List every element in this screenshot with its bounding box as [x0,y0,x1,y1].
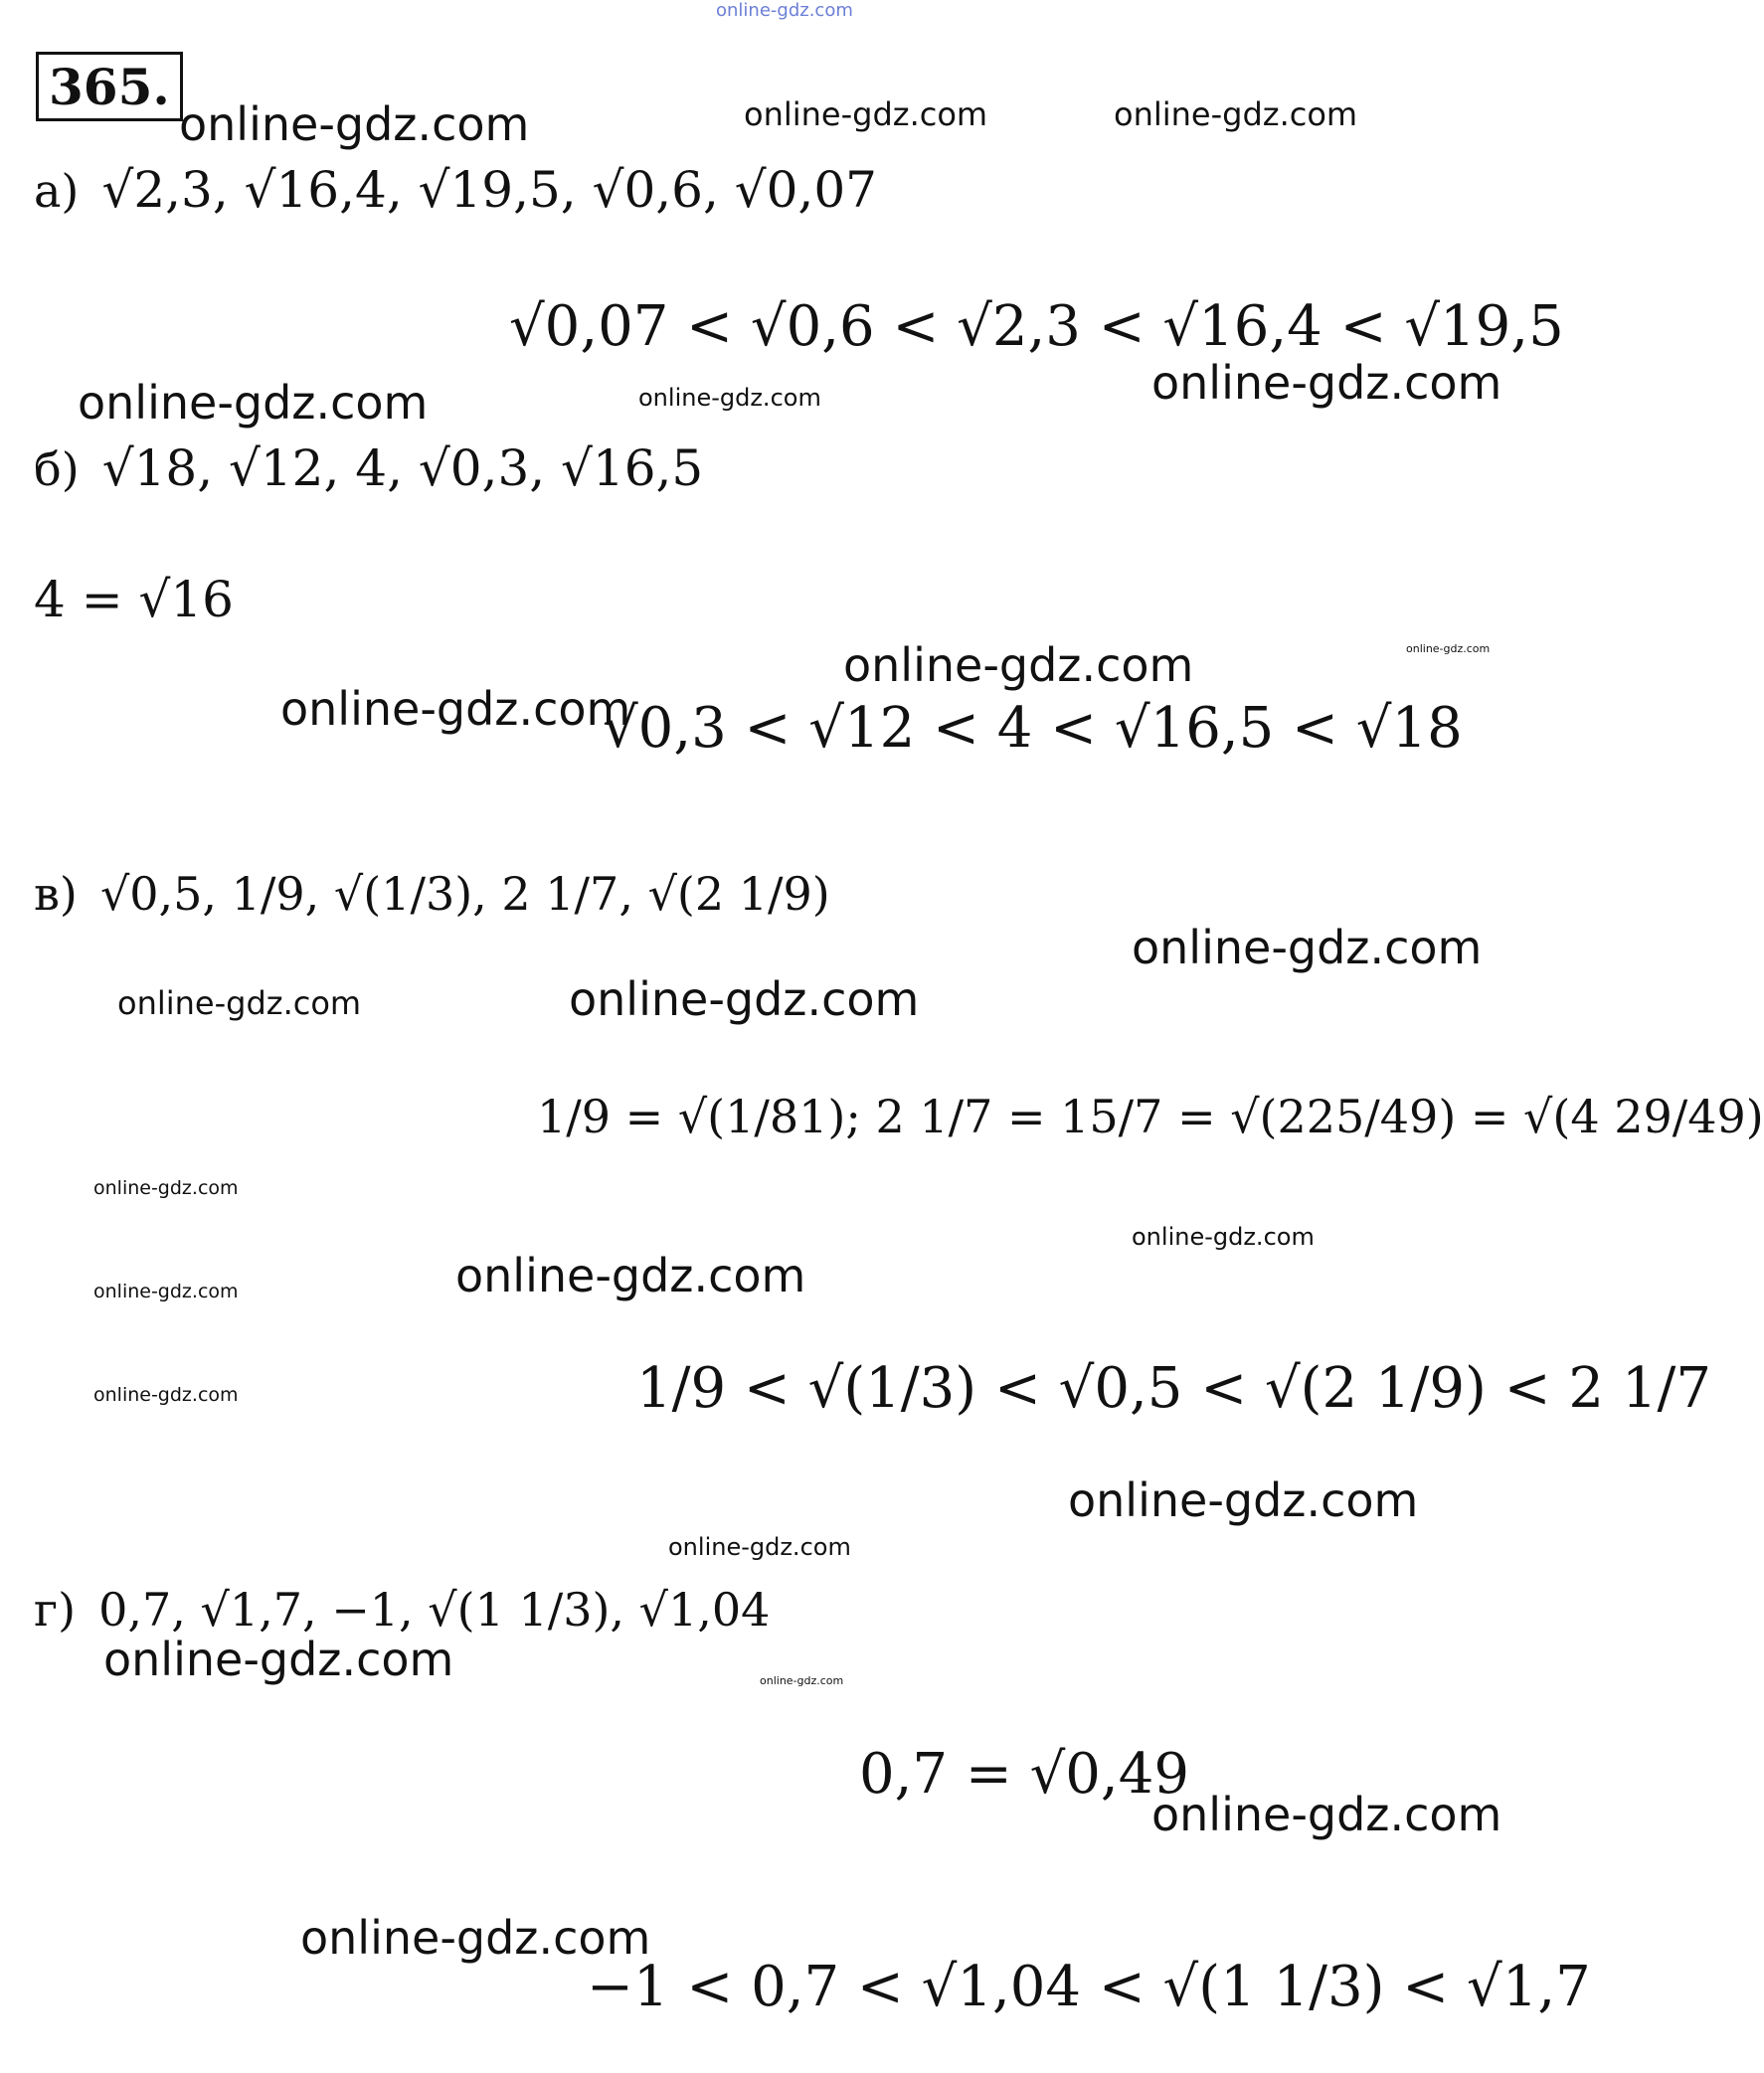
part-a-answer: √0,07 < √0,6 < √2,3 < √16,4 < √19,5 [509,294,1564,359]
watermark: online-gdz.com [1132,1223,1315,1251]
watermark: online-gdz.com [638,384,821,412]
part-v-label: в) [34,867,78,921]
watermark: online-gdz.com [300,1911,651,1965]
part-a-given: √2,3, √16,4, √19,5, √0,6, √0,07 [101,161,877,219]
part-b-answer: √0,3 < √12 < 4 < √16,5 < √18 [603,696,1463,761]
part-g-label: г) [34,1583,77,1637]
watermark-top: online-gdz.com [716,0,853,21]
watermark: online-gdz.com [1406,642,1491,655]
part-b-label: б) [34,442,80,496]
part-b-step: 4 = √16 [34,571,234,628]
watermark: online-gdz.com [93,1177,239,1199]
part-a-label: а) [34,164,80,218]
watermark: online-gdz.com [93,1281,239,1302]
watermark: online-gdz.com [843,638,1194,692]
part-b-given-line [34,439,703,497]
part-g-given-line [34,1583,770,1637]
part-a-given-line [34,161,877,219]
part-g-given: 0,7, √1,7, −1, √(1 1/3), √1,04 [98,1583,771,1637]
watermark: online-gdz.com [1151,1788,1502,1841]
part-g-answer: −1 < 0,7 < √1,04 < √(1 1/3) < √1,7 [587,1955,1591,2019]
watermark: online-gdz.com [103,1633,454,1686]
part-v-step: 1/9 = √(1/81); 2 1/7 = 15/7 = √(225/49) = √(4 29/49) [537,1090,1764,1143]
part-v-given-line [34,867,830,921]
problem-number: 365. [36,52,183,121]
watermark: online-gdz.com [117,984,362,1022]
watermark: online-gdz.com [744,95,988,133]
part-v-given: √0,5, 1/9, √(1/3), 2 1/7, √(2 1/9) [99,867,830,921]
watermark: online-gdz.com [280,682,631,736]
watermark: online-gdz.com [455,1249,806,1302]
watermark: online-gdz.com [1114,95,1358,133]
watermark: online-gdz.com [668,1533,851,1561]
part-v-answer: 1/9 < √(1/3) < √0,5 < √(2 1/9) < 2 1/7 [636,1356,1711,1421]
watermark: online-gdz.com [760,1674,844,1687]
watermark: online-gdz.com [1151,356,1502,410]
watermark: online-gdz.com [93,1384,239,1406]
watermark: online-gdz.com [1068,1473,1419,1527]
watermark: online-gdz.com [1132,921,1483,974]
watermark: online-gdz.com [78,376,429,430]
part-g-step: 0,7 = √0,49 [859,1742,1189,1807]
part-b-given: √18, √12, 4, √0,3, √16,5 [101,439,704,497]
watermark: online-gdz.com [179,97,530,151]
watermark: online-gdz.com [569,972,920,1026]
